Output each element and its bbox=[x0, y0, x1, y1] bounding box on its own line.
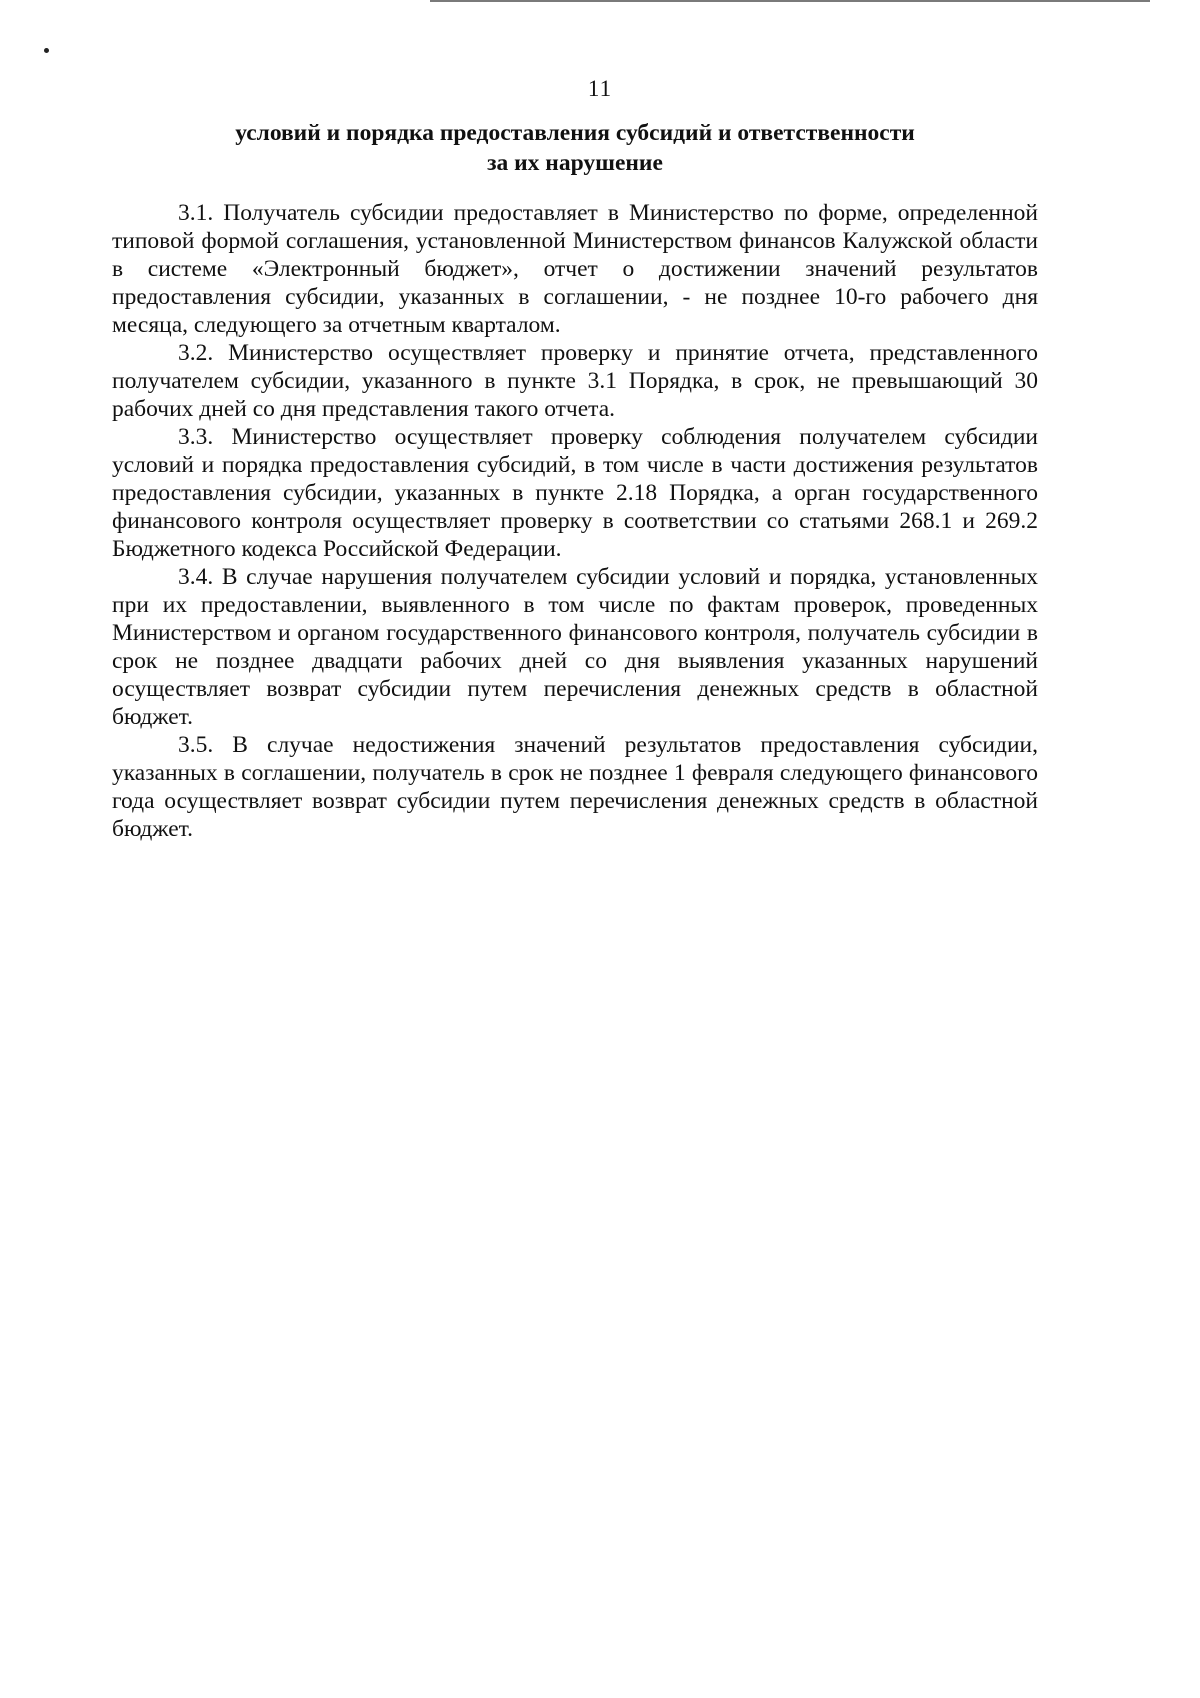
section-heading-line-1: условий и порядка предоставления субсидий и ответственности bbox=[235, 120, 915, 146]
paragraph-3-2: 3.2. Министерство осуществляет проверку и принятие отчета, представленного получателем субсидии, указанного в пункте 3.1 Порядка, в срок, не превышающий 30 рабочих дней со дня представления такого отчета. bbox=[112, 340, 1038, 422]
paragraph-3-1: 3.1. Получатель субсидии предоставляет в Министерство по форме, определенной типовой формой соглашения, установленной Министерством финансов Калужской области в системе «Электронный бюджет», отчет о достижении значений результатов предоставления субсидии, указанных в соглашении, - не позднее 10-го рабочего дня месяца, следующего за отчетным кварталом. bbox=[112, 200, 1038, 338]
section-heading bbox=[112, 118, 1038, 178]
page-number: 11 bbox=[587, 76, 613, 101]
scan-artifact-line bbox=[430, 0, 1150, 2]
section-heading-line-2: за их нарушение bbox=[487, 150, 663, 176]
paragraph-3-3: 3.3. Министерство осуществляет проверку соблюдения получателем субсидии условий и порядка предоставления субсидий, в том числе в части достижения результатов предоставления субсидии, указанных в пункте 2.18 Порядка, а орган государственного финансового контроля осуществляет проверку в соответствии со статьями 268.1 и 269.2 Бюджетного кодекса Российской Федерации. bbox=[112, 424, 1038, 562]
paragraph-3-4: 3.4. В случае нарушения получателем субсидии условий и порядка, установленных при их предоставлении, выявленного в том числе по фактам проверок, проведенных Министерством и органом государственного финансового контроля, получатель субсидии в срок не позднее двадцати рабочих дней со дня выявления указанных нарушений осуществляет возврат субсидии путем перечисления денежных средств в областной бюджет. bbox=[112, 564, 1038, 730]
paragraph-3-5: 3.5. В случае недостижения значений результатов предоставления субсидии, указанных в соглашении, получатель в срок не позднее 1 февраля следующего финансового года осуществляет возврат субсидии путем перечисления денежных средств в областной бюджет. bbox=[112, 732, 1038, 842]
document-body bbox=[112, 199, 1038, 843]
scan-artifact-dot bbox=[44, 48, 49, 53]
